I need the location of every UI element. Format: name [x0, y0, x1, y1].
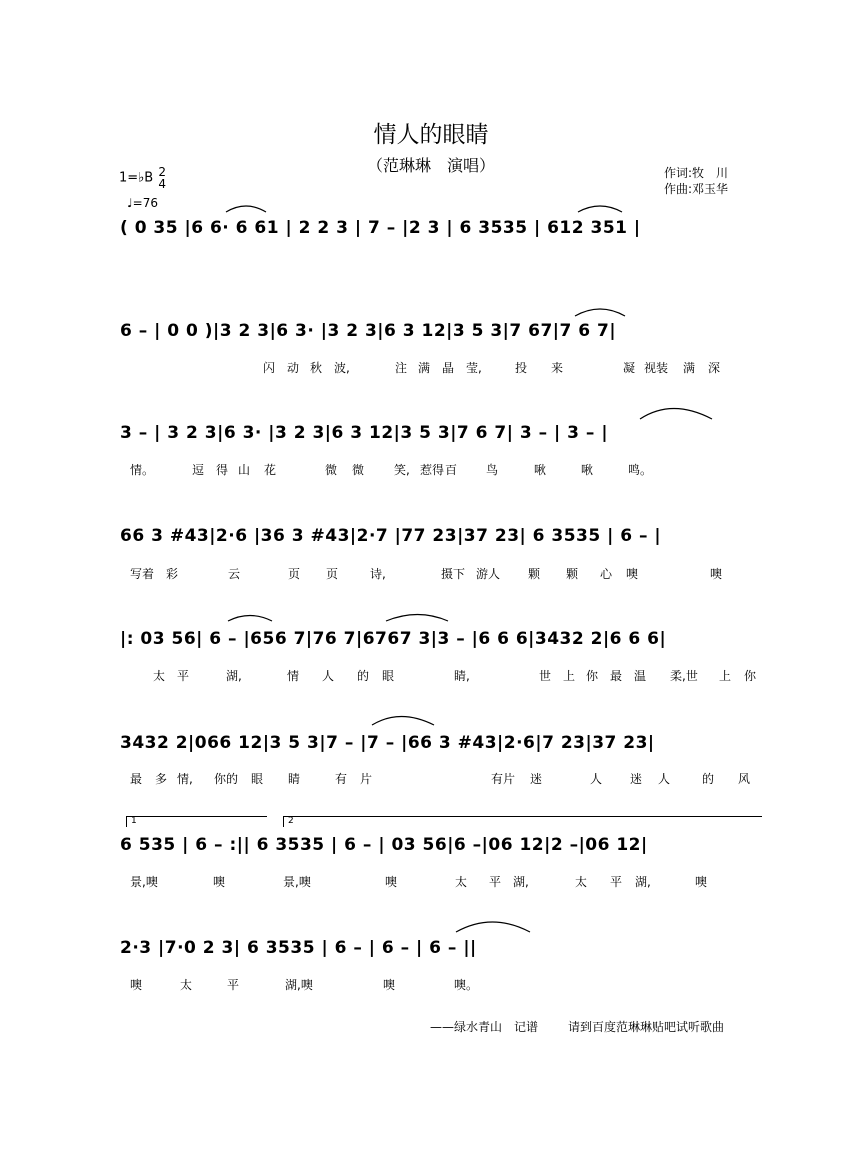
lyric-word: 的: [702, 772, 715, 786]
volta-1-label: 1: [131, 816, 137, 826]
lyric-word: 惹得: [420, 463, 445, 477]
slur: [575, 309, 625, 316]
lyric-word: 微: [325, 463, 338, 477]
lyric-word: 深: [708, 361, 721, 375]
lyric-word: 视装: [644, 361, 669, 375]
lyric-word: 有: [335, 772, 348, 786]
slur: [456, 922, 530, 932]
lyric-word: 湖,噢: [285, 978, 313, 992]
lyric-word: 得: [216, 463, 229, 477]
lyric-word: 晶: [442, 361, 455, 375]
lyric-word: 太: [455, 875, 468, 889]
lyric-word: 人: [658, 772, 671, 786]
lyric-word: 噢: [130, 978, 143, 992]
lyric-word: 心: [600, 567, 613, 581]
lyric-word: 微: [352, 463, 365, 477]
notes-line: 2·3 |7·0 2 3| 6 3535 | 6 – | 6 – | 6 – ||: [120, 938, 477, 958]
lyric-word: 太: [180, 978, 193, 992]
time-top: 2: [158, 165, 166, 179]
lyric-word: 平: [227, 978, 240, 992]
lyric-word: 来: [551, 361, 564, 375]
lyric-word: 波,: [334, 361, 350, 375]
lyric-word: 柔,世: [670, 669, 698, 683]
lyric-word: 满: [418, 361, 431, 375]
lyric-word: 噢: [626, 567, 639, 581]
lyric-word: 颗: [566, 567, 579, 581]
lyric-word: 风: [738, 772, 751, 786]
lyric-word: 上: [719, 669, 732, 683]
key-label: 1=♭B: [119, 170, 154, 186]
lyric-word: 秋: [310, 361, 323, 375]
lyric-word: 噢: [213, 875, 226, 889]
lyric-word: 噢: [710, 567, 723, 581]
slur: [226, 206, 266, 212]
lyric-word: 摄下: [441, 567, 466, 581]
composer-credit: 作曲:邓玉华: [664, 182, 729, 196]
lyric-word: 逗: [192, 463, 205, 477]
song-title: 情人的眼睛: [373, 122, 489, 148]
notes-line: 3432 2|066 12|3 5 3|7 – |7 – |66 3 #43|2·6|7 23|37 23|: [120, 733, 655, 753]
lyric-word: 平: [610, 875, 623, 889]
lyric-word: 莹,: [466, 361, 482, 375]
slur: [372, 717, 434, 726]
lyric-word: 情。: [130, 463, 155, 477]
lyric-word: 山: [238, 463, 251, 477]
lyric-word: 凝: [623, 361, 636, 375]
lyric-word: 你: [744, 669, 757, 683]
lyric-word: 满: [683, 361, 696, 375]
lyric-word: 注: [395, 361, 408, 375]
lyricist-credit: 作词:牧 川: [664, 166, 729, 180]
lyric-word: 鸣。: [628, 463, 653, 477]
lyric-word: 情: [287, 669, 300, 683]
lyric-word: 有片: [491, 772, 516, 786]
lyric-word: 平: [177, 669, 190, 683]
lyric-word: 彩: [166, 567, 179, 581]
lyric-word: 眼: [382, 669, 395, 683]
lyric-word: 噢。: [454, 978, 479, 992]
lyric-word: 太: [575, 875, 588, 889]
lyric-word: 景,噢: [130, 875, 158, 889]
tempo-marking: ♩=76: [127, 196, 158, 210]
lyric-word: 投: [515, 361, 528, 375]
slur: [640, 409, 712, 420]
song-subtitle: （范琳琳 演唱）: [366, 156, 495, 175]
lyric-word: 啾: [581, 463, 594, 477]
slur: [578, 206, 622, 212]
lyric-word: 页: [326, 567, 339, 581]
footer-link[interactable]: 请到百度范琳琳贴吧试听歌曲: [568, 1020, 725, 1034]
volta-2-label: 2: [288, 816, 294, 826]
notes-line: 3 – | 3 2 3|6 3· |3 2 3|6 3 12|3 5 3|7 6 7| 3 – | 3 – |: [120, 423, 609, 443]
lyric-word: 温: [634, 669, 647, 683]
lyric-word: 动: [287, 361, 300, 375]
lyric-word: 最: [130, 772, 143, 786]
lyric-word: 噢: [695, 875, 708, 889]
lyric-word: 噢: [385, 875, 398, 889]
lyric-word: 笑,: [394, 463, 410, 477]
lyric-word: 花: [264, 463, 277, 477]
notes-line: |: 03 56| 6 – |656 7|76 7|6767 3|3 – |6 6 6|3432 2|6 6 6|: [120, 629, 667, 649]
lyric-word: 多: [155, 772, 168, 786]
lyric-word: 人: [322, 669, 335, 683]
lyric-word: 颗: [528, 567, 541, 581]
notes-line: 66 3 #43|2·6 |36 3 #43|2·7 |77 23|37 23| 6 3535 | 6 – |: [120, 526, 662, 546]
lyric-word: 睛,: [454, 669, 470, 683]
lyric-word: 云: [228, 567, 241, 581]
lyric-word: 噢: [383, 978, 396, 992]
lyric-word: 上: [563, 669, 576, 683]
lyric-word: 人: [590, 772, 603, 786]
lyric-word: 你: [586, 669, 599, 683]
lyric-word: 你的: [214, 772, 239, 786]
lyric-word: 太: [153, 669, 166, 683]
notes-line: ( 0 35 |6 6· 6 61 | 2 2 3 | 7 – |2 3 | 6 3535 | 612 351 |: [120, 218, 641, 238]
lyric-word: 湖,: [635, 875, 651, 889]
lyric-word: 景,噢: [283, 875, 311, 889]
slur: [228, 616, 272, 622]
lyric-word: 的: [357, 669, 370, 683]
lyric-word: 最: [610, 669, 623, 683]
lyric-word: 湖,: [226, 669, 242, 683]
notes-line: 6 – | 0 0 )|3 2 3|6 3· |3 2 3|6 3 12|3 5 3|7 67|7 6 7|: [120, 321, 617, 341]
footer-credit: ——绿水青山 记谱: [430, 1020, 539, 1034]
lyric-word: 平: [489, 875, 502, 889]
lyric-word: 百: [445, 463, 458, 477]
time-bottom: 4: [158, 177, 166, 191]
lyric-word: 啾: [534, 463, 547, 477]
lyric-word: 迷: [530, 772, 543, 786]
lyric-word: 眼: [251, 772, 264, 786]
lyric-word: 睛: [288, 772, 301, 786]
lyric-word: 写着: [130, 567, 155, 581]
lyric-word: 诗,: [370, 567, 386, 581]
lyric-word: 情,: [177, 772, 193, 786]
lyric-word: 迷: [630, 772, 643, 786]
lyric-word: 片: [360, 772, 373, 786]
notes-line: 6 535 | 6 – :|| 6 3535 | 6 – | 03 56|6 –|06 12|2 –|06 12|: [120, 835, 648, 855]
slur: [386, 615, 448, 622]
lyric-word: 闪: [263, 361, 276, 375]
lyric-word: 游人: [476, 567, 501, 581]
lyric-word: 鸟: [486, 463, 499, 477]
lyric-word: 湖,: [513, 875, 529, 889]
lyric-word: 页: [288, 567, 301, 581]
lyric-word: 世: [539, 669, 552, 683]
